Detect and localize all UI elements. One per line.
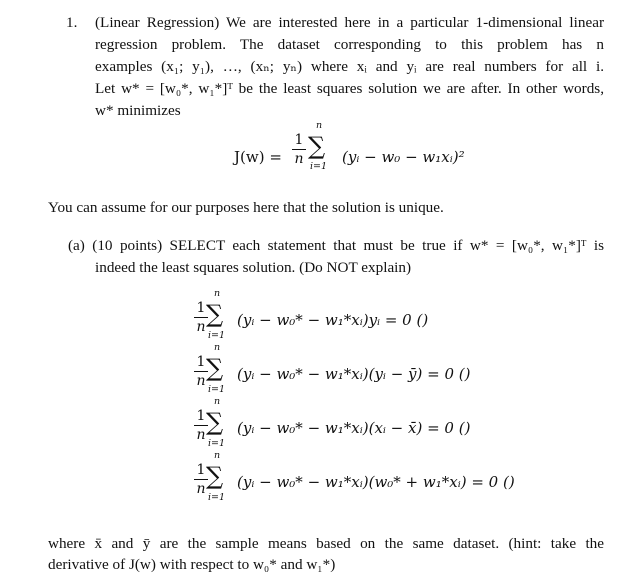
sum-lower-limit: i=1 — [208, 330, 226, 341]
sigma-icon: ∑ — [206, 354, 224, 382]
footer-line-2: derivative of J(w) with respect to w₀* and w₁*) — [48, 556, 336, 573]
fraction-denominator: n — [294, 151, 304, 167]
problem-line-3: examples (x₁; y₁), …, (xₙ; yₙ) where xᵢ and yᵢ are real numbers for all i. — [95, 58, 604, 75]
sigma-icon: ∑ — [206, 462, 224, 490]
fraction-numerator: 1 — [294, 132, 304, 148]
fraction-numerator: 1 — [196, 408, 206, 424]
statement-expression: (yᵢ − w₀* − w₁*xᵢ)(xᵢ − x̄) = 0 () — [237, 419, 471, 437]
objective-lhs: J(w) = — [234, 148, 282, 166]
problem-line-1: (Linear Regression) We are interested here in a particular 1-dimensional linear — [95, 14, 604, 31]
sigma-icon: ∑ — [206, 300, 224, 328]
sum-lower-limit: i=1 — [208, 438, 226, 449]
fraction-bar — [292, 149, 306, 150]
problem-line-4: Let w* = [w₀*, w₁*]ᵀ be the least squares solution we are after. In other words, — [95, 80, 604, 97]
statement-expression: (yᵢ − w₀* − w₁*xᵢ)(yᵢ − ȳ) = 0 () — [237, 365, 471, 383]
sum-upper-limit: n — [214, 288, 221, 299]
sigma-icon: ∑ — [308, 132, 326, 160]
unique-note: You can assume for our purposes here that the solution is unique. — [48, 199, 444, 216]
footer-line-1: where x̄ and ȳ are the sample means based on the same dataset. (hint: take the — [48, 535, 604, 552]
objective-summand: (yᵢ − w₀ − w₁xᵢ)² — [342, 148, 465, 166]
problem-line-2: regression problem. The dataset corresponding to this problem has n — [95, 36, 604, 53]
fraction-denominator: n — [196, 373, 206, 389]
sum-lower-limit: i=1 — [208, 492, 226, 503]
problem-line-5: w* minimizes — [95, 102, 181, 119]
sigma-icon: ∑ — [206, 408, 224, 436]
statement-expression: (yᵢ − w₀* − w₁*xᵢ)(w₀* + w₁*xᵢ) = 0 () — [237, 473, 515, 491]
fraction-denominator: n — [196, 481, 206, 497]
fraction-numerator: 1 — [196, 354, 206, 370]
sum-lower-limit: i=1 — [208, 384, 226, 395]
fraction-denominator: n — [196, 427, 206, 443]
fraction-numerator: 1 — [196, 300, 206, 316]
sum-upper-limit: n — [214, 396, 221, 407]
fraction-denominator: n — [196, 319, 206, 335]
problem-number: 1. — [66, 14, 78, 31]
sum-upper-limit: n — [214, 450, 221, 461]
part-a-line-1: (a) (10 points) SELECT each statement that must be true if w* = [w₀*, w₁*]ᵀ is — [68, 237, 604, 254]
objective-fraction — [292, 133, 306, 166]
fraction-numerator: 1 — [196, 462, 206, 478]
sum-upper-limit: n — [214, 342, 221, 353]
sum-upper-limit: n — [316, 120, 323, 131]
statement-expression: (yᵢ − w₀* − w₁*xᵢ)yᵢ = 0 () — [237, 311, 429, 329]
part-a-line-2: indeed the least squares solution. (Do NOT explain) — [95, 259, 412, 276]
sum-lower-limit: i=1 — [310, 161, 328, 172]
